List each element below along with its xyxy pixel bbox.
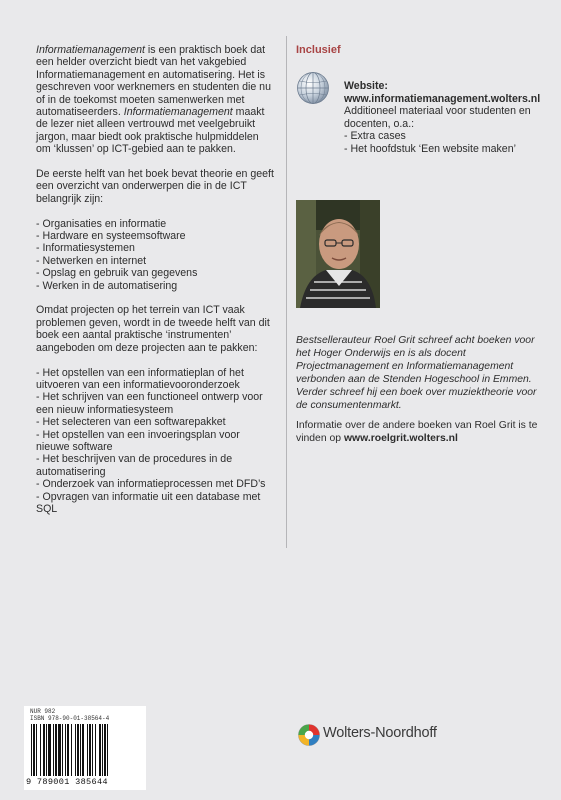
list-item: - Onderzoek van informatieprocessen met DFD’s (36, 478, 266, 491)
barcode-bar (87, 724, 88, 776)
list-item: - Het schrijven van een functioneel ontwerp voor een nieuw informatiesysteem (36, 391, 263, 416)
list-item: - Het hoofdstuk ‘Een website maken’ (344, 142, 516, 155)
barcode-bar (104, 724, 106, 776)
barcode-bar (89, 724, 91, 776)
website-description: Additioneel materiaal voor studenten en docenten, o.a.: (344, 105, 531, 130)
list-item: - Extra cases (344, 130, 406, 143)
barcode-bar (58, 724, 61, 776)
publisher-name: Wolters-Noordhoff (323, 725, 437, 741)
website-list (344, 130, 554, 155)
barcode-bar (48, 724, 51, 776)
theory-list (36, 218, 276, 292)
nur-code: NUR 982 (30, 708, 56, 715)
list-item: - Organisaties en informatie (36, 217, 167, 230)
more-info-text: Informatie over de andere boeken van Roel Grit is te vinden op (296, 420, 538, 444)
barcode-digits: 9 789001 385644 (26, 777, 108, 787)
website-label: Website: (344, 80, 388, 92)
intro-title-2: Informatiemanagement (123, 106, 233, 119)
list-item: - Opvragen van informatie uit een database met SQL (36, 490, 261, 515)
author-bio: Bestsellerauteur Roel Grit schreef acht boeken voor het Hoger Onderwijs en is als docent Projectmanagement en Informatiemanagement verbonden aan de Stenden Hogeschool in Emmen. Verder schreef hij een boek over muziektheorie voor de consumentenmarkt. (296, 335, 537, 411)
website-url[interactable]: www.informatiemanagement.wolters.nl (344, 92, 541, 105)
barcode-bar (82, 724, 84, 776)
barcode-bar (107, 724, 108, 776)
inclusief-heading: Inclusief (296, 44, 341, 56)
intro-title: Informatiemanagement (36, 44, 145, 56)
barcode-bar (46, 724, 47, 776)
list-item: - Opslag en gebruik van gegevens (36, 267, 198, 280)
barcode-bar (55, 724, 57, 776)
author-photo (296, 200, 380, 308)
barcode-bar (75, 724, 76, 776)
barcode-bar (65, 724, 66, 776)
publisher-logo-icon (298, 724, 320, 746)
barcode-bar (36, 724, 37, 776)
barcode-bar (43, 724, 45, 776)
barcode-bar (40, 724, 41, 776)
intro-text-a: is een praktisch boek dat een helder overzicht biedt van het vakgebied Informatiemanagement en automatisering. Het is geschreven voor werknemers en studenten die nu of in de toekomst moeten samenwerken met automatiseerders. (36, 44, 271, 119)
description-column (36, 44, 276, 528)
theory-paragraph: De eerste helft van het boek bevat theorie en geeft een overzicht van onderwerpen die in de ICT belangrijk zijn: (36, 168, 274, 205)
barcode-bar (31, 724, 32, 776)
barcode-bar (80, 724, 81, 776)
intro-paragraph (36, 44, 276, 156)
barcode-bar (67, 724, 69, 776)
barcode-bar (95, 724, 96, 776)
barcode-bar (62, 724, 63, 776)
barcode-bar (71, 724, 72, 776)
list-item: - Het selecteren van een softwarepakket (36, 416, 226, 429)
list-item: - Het opstellen van een informatieplan of het uitvoeren van een informatievooronderzoek (36, 366, 244, 391)
instruments-paragraph: Omdat projecten op het terrein van ICT vaak problemen geven, wordt in de tweede helft van dit boek een aantal praktische ‘instrumenten’ aangeboden om deze projecten aan te pakken: (36, 304, 270, 354)
barcode-bar (99, 724, 101, 776)
globe-icon (296, 71, 330, 105)
list-item: - Werken in de automatisering (36, 279, 178, 292)
barcode-bar (77, 724, 79, 776)
barcode-bar (33, 724, 35, 776)
barcode-info (30, 708, 109, 722)
column-divider (286, 36, 287, 548)
list-item: - Het opstellen van een invoeringsplan voor nieuwe software (36, 428, 240, 453)
instruments-list (36, 367, 276, 516)
intro-text-b: maakt de lezer niet alleen vertrouwd met veelgebruikt jargon, maar biedt ook praktische hulpmiddelen om ‘klussen’ op ICT-gebied aan te pakken. (36, 106, 265, 156)
author-url[interactable]: www.roelgrit.wolters.nl (343, 433, 458, 444)
list-item: - Het beschrijven van de procedures in de automatisering (36, 453, 233, 478)
website-block (344, 80, 554, 156)
list-item: - Hardware en systeemsoftware (36, 230, 186, 243)
more-info (296, 419, 548, 445)
barcode-bar (102, 724, 103, 776)
barcode-bar (53, 724, 54, 776)
barcode (30, 724, 140, 776)
isbn: ISBN 978-90-01-38564-4 (30, 715, 110, 722)
barcode-bar (92, 724, 93, 776)
list-item: - Informatiesystemen (36, 242, 135, 255)
list-item: - Netwerken en internet (36, 254, 147, 267)
